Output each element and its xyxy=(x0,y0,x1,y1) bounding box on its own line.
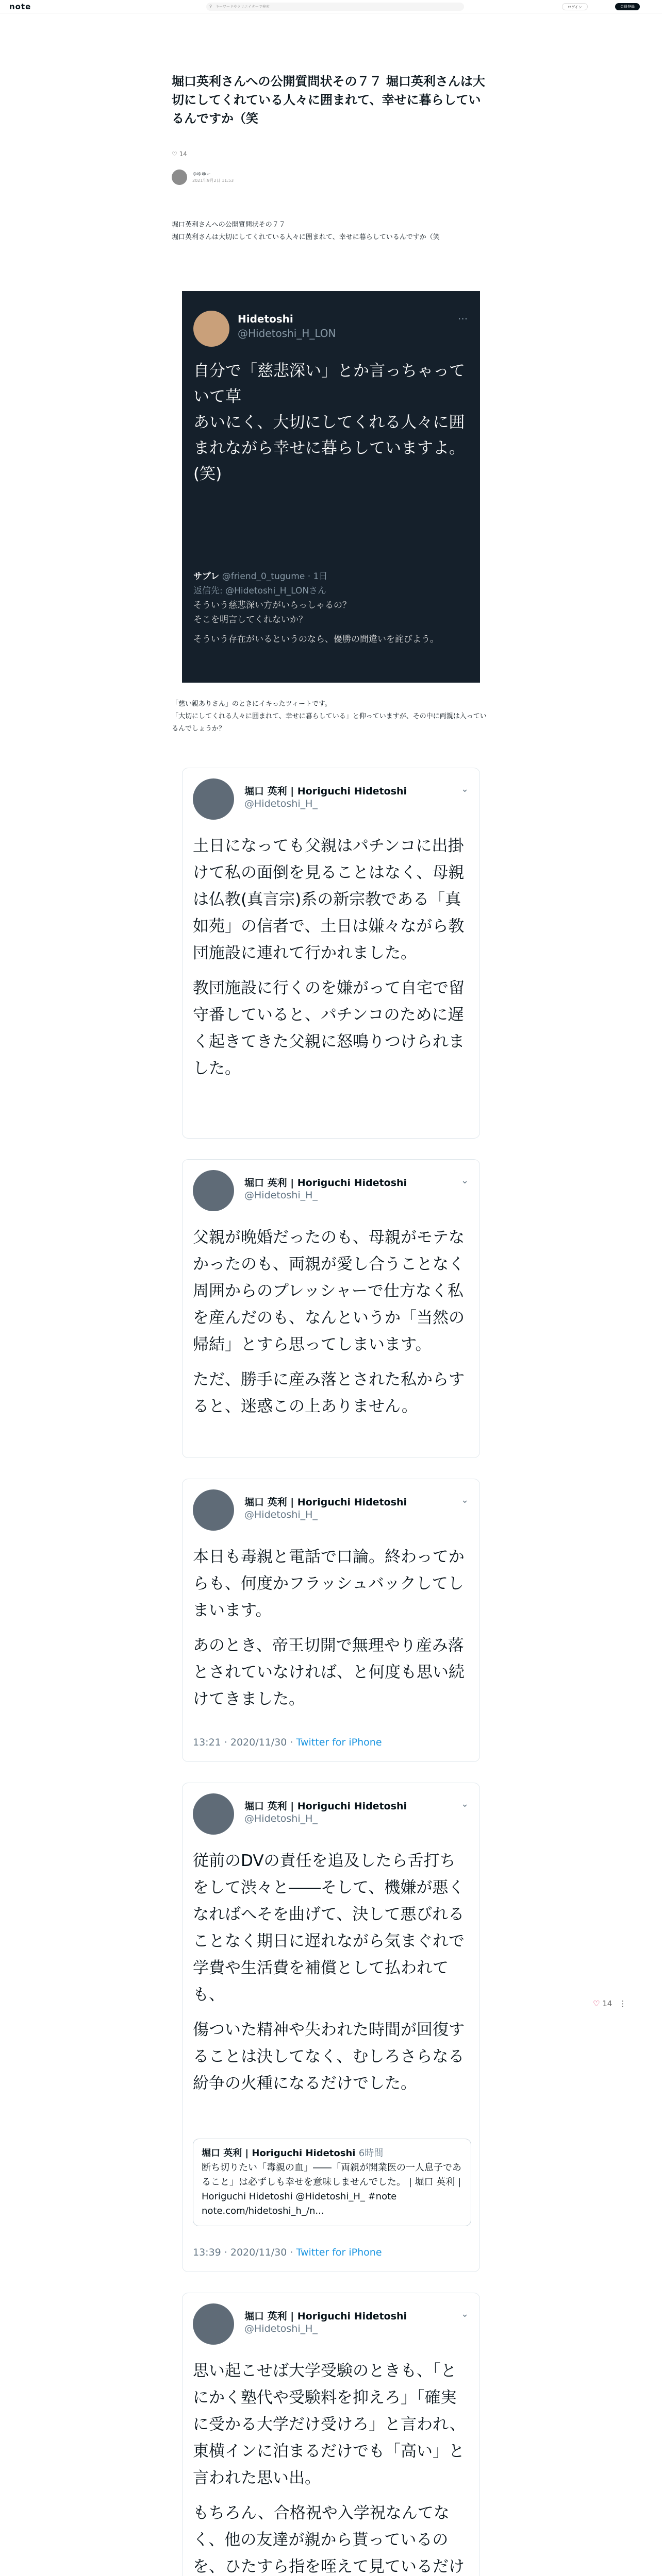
tweet-author-name[interactable]: 堀口 英利 | Horiguchi Hidetoshi xyxy=(244,1801,407,1812)
embedded-tweet[interactable] xyxy=(182,2293,480,2576)
side-like-button[interactable]: ♡ 14 ⋮ xyxy=(593,1999,627,2008)
tweet-text: 従前のDVの責任を追及したら舌打ちをして渋々と――そして、機嫌が悪くなればへそを曲げて、決して悪びれることなく期日に遅れながら気まぐれで学費や生活費を補償として払われても、 傷ついた精神や失われた時間が回復することは決してなく、むしろさらなる紛争の火種になるだけでした。 xyxy=(193,1852,465,2093)
like-count[interactable]: ♡ 14 xyxy=(172,150,187,158)
tweet-meta: 13:21 · 2020/11/30 · Twitter for iPhone xyxy=(193,1737,382,1748)
publish-date: 2021年9月2日 11:53 xyxy=(192,178,234,183)
tweet-author-name[interactable]: 堀口 英利 | Horiguchi Hidetoshi xyxy=(244,786,407,797)
embedded-tweet[interactable] xyxy=(182,1159,480,1458)
article-title: 堀口英利さんへの公開質問状その７７ 堀口英利さんは大切にしてくれている人々に囲まれて、幸せに暮らしているんですか（笑 xyxy=(172,74,485,126)
tweet-text: 自分で「慈悲深い」とか言っちゃっていて草 あいにく、大切にしてくれる人々に囲まれながら幸せに暮らしていますよ。(笑) xyxy=(193,362,465,483)
caption-text: 「慈い親ありさん」のときにイキったツィートです。 「大切にしてくれる人々に囲まれて、幸せに暮らしている」と仰っていますが、その中に両親は入っているんでしょうか？ xyxy=(172,700,487,733)
tweet-handle[interactable]: @Hidetoshi_H_ xyxy=(244,1813,318,1824)
signup-button[interactable]: 会員登録 xyxy=(615,3,640,10)
login-button[interactable]: ログイン xyxy=(562,3,588,10)
chevron-down-icon[interactable]: ⌄ xyxy=(461,784,469,794)
embedded-tweet[interactable] xyxy=(182,768,480,1139)
tweet-author-name[interactable]: 堀口 英利 | Horiguchi Hidetoshi xyxy=(244,1177,407,1189)
avatar[interactable] xyxy=(193,1489,234,1531)
chevron-down-icon[interactable]: ⌄ xyxy=(461,1799,469,1809)
avatar[interactable] xyxy=(172,170,187,185)
reply-block: サブレ @friend_0_tugume · 1日 返信先: @Hidetoshi_H_LONさん そういう慈悲深い方がいらっしゃるの？ そこを明言してくれないか？ そういう存在がいるというのなら、優勝の間違いを詫びよう。 xyxy=(193,571,439,645)
intro-line: 堀口英利さんは大切にしてくれている人々に囲まれて、幸せに暮らしているんですか（笑 xyxy=(172,233,440,241)
avatar[interactable] xyxy=(193,1793,234,1835)
tweet-handle[interactable]: @Hidetoshi_H_ xyxy=(244,2323,318,2334)
tweet-handle[interactable]: @Hidetoshi_H_ xyxy=(244,798,318,809)
embedded-tweet[interactable] xyxy=(182,1783,480,2272)
tweet-author-name[interactable]: 堀口 英利 | Horiguchi Hidetoshi xyxy=(244,1497,407,1508)
tweet-meta: 13:39 · 2020/11/30 · Twitter for iPhone xyxy=(193,2247,382,2258)
tweet-screenshot-image xyxy=(182,291,480,683)
tweet-handle: @Hidetoshi_H_LON xyxy=(238,327,336,340)
author-name[interactable]: ゆゆゆー xyxy=(192,172,211,177)
heart-icon[interactable]: ♡ xyxy=(593,1999,600,2008)
tweet-text: 父親が晩婚だったのも、母親がモテなかったのも、両親が愛し合うことなく周囲からのプレッシャーで仕方なく私を産んだのも、なんというか「当然の帰結」とすら思ってしまいます。 ただ、勝手に産み落とされた私からすると、迷惑この上ありません。 xyxy=(193,1228,465,1416)
quoted-tweet[interactable]: 堀口 英利 | Horiguchi Hidetoshi 6時間 断ち切りたい「毒親の血」――「両親が開業医の一人息子であること」は必ずしも幸せを意味しませんでした。 | 堀口 英利 | Horiguchi Hidetoshi @Hidetoshi_H_ #note note.com/hidetoshi_h_/n... xyxy=(193,2139,471,2226)
embedded-tweet[interactable] xyxy=(182,1479,480,1762)
search-icon: ⚲ xyxy=(209,4,212,8)
avatar[interactable] xyxy=(193,778,234,820)
note-logo[interactable]: note xyxy=(9,2,31,11)
tweet-handle[interactable]: @Hidetoshi_H_ xyxy=(244,1190,318,1201)
tweet-source-link[interactable]: Twitter for iPhone xyxy=(296,1737,382,1748)
search-placeholder: キーワードやクリエイターで検索 xyxy=(216,5,270,9)
avatar xyxy=(193,311,229,347)
tweet-source-link[interactable]: Twitter for iPhone xyxy=(296,2247,382,2258)
heart-icon[interactable]: ♡ xyxy=(172,150,177,158)
site-header xyxy=(0,0,662,13)
article-intro xyxy=(172,219,491,244)
tweet-author-name[interactable]: 堀口 英利 | Horiguchi Hidetoshi xyxy=(244,2311,407,2322)
chevron-down-icon[interactable]: ⌄ xyxy=(461,1175,469,1186)
tweet-text: 本日も毒親と電話で口論。終わってからも、何度かフラッシュバックしてしまいます。 あのとき、帝王切開で無理やり産み落とされていなければ、と何度も思い続けてきました。 xyxy=(193,1548,465,1708)
chevron-down-icon[interactable]: ⌄ xyxy=(461,2309,469,2319)
avatar[interactable] xyxy=(193,1170,234,1211)
tweet-text: 土日になっても父親はパチンコに出掛けて私の面倒を見ることはなく、母親は仏教(真言宗)系の新宗教である「真如苑」の信者で、土日は嫌々ながら教団施設に連れて行かれました。 教団施設に行くのを嫌がって自宅で留守番していると、パチンコのために遅く起きてきた父親に怒鳴りつけられました。 xyxy=(193,837,465,1078)
more-icon: ··· xyxy=(458,313,468,325)
search-input[interactable] xyxy=(206,3,464,11)
intro-line: 堀口英利さんへの公開質問状その７７ xyxy=(172,221,286,229)
share-icon[interactable]: ⋮ xyxy=(619,1999,627,2008)
tweet-author-name: Hidetoshi xyxy=(238,313,293,325)
tweet-text: 思い起こせば大学受験のときも、「とにかく塾代や受験料を抑えろ」「確実に受かる大学だけ受けろ」と言われ、東横インに泊まるだけでも「高い」と言われた思い出。 もちろん、合格祝や入学祝なんてなく、他の友達が親から貰っているのを、ひたすら指を咥えて見ているだけ xyxy=(193,2362,466,2576)
chevron-down-icon[interactable]: ⌄ xyxy=(461,1495,469,1505)
tweet-handle[interactable]: @Hidetoshi_H_ xyxy=(244,1509,318,1520)
avatar[interactable] xyxy=(193,2303,234,2345)
